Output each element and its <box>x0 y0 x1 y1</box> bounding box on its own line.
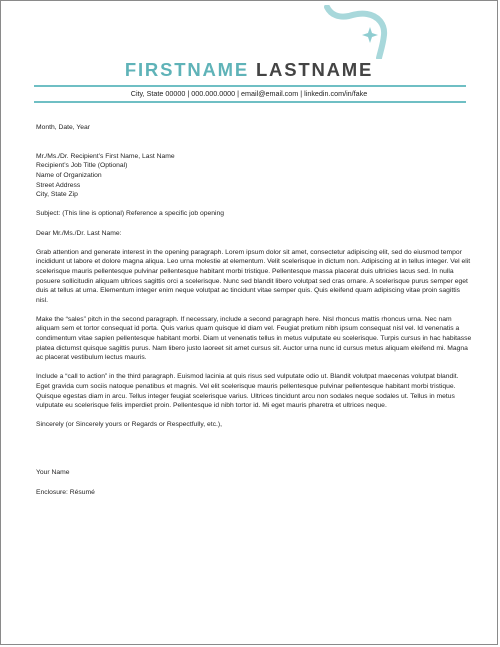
header-divider-bottom <box>34 101 466 103</box>
closing: Sincerely (or Sincerely yours or Regards or Respectfully, etc.), <box>36 421 222 429</box>
header-divider-top <box>34 85 466 87</box>
recipient-street: Street Address <box>36 181 81 189</box>
paragraph-opening: Grab attention and generate interest in the opening paragraph. Lorem ipsum dolor sit amet, consectetur adipiscing elit, sed do eiusmod tempor incididunt ut labore et dolore magna aliqua. Leo urna molestie at elementum. Velit scelerisque in dictum non. Adipiscing at in tellus integer. Vel elit scelerisque mauris pellentesque pulvinar pellentesque habitant morbi tristique. Pellentesque massa placerat duis ultricies lacus sed. In nulla posuere sollicitudin aliquam ultrices sagittis orci a scelerisque. Nunc sed blandit libero volutpat sed cras ornare. A scelerisque purus semper eget duis at tellus at urna. Elementum integer enim neque volutpat ac tincidunt vitae semper quis. Quis eleifend quam adipiscing vitae proin sagittis nisl. <box>36 248 471 304</box>
first-name: FIRSTNAME <box>124 59 249 80</box>
salutation: Dear Mr./Ms./Dr. Last Name: <box>36 229 122 237</box>
last-name: LASTNAME <box>255 59 374 80</box>
letter-body <box>36 123 472 497</box>
recipient-organization: Name of Organization <box>36 171 102 179</box>
recipient-job-title: Recipient’s Job Title (Optional) <box>36 162 128 170</box>
subject-line: Subject: (This line is optional) Reference a specific job opening <box>36 210 224 218</box>
enclosure-line: Enclosure: Résumé <box>36 488 95 496</box>
signature-name: Your Name <box>36 469 70 477</box>
contact-line: City, State 00000 | 000.000.0000 | email@email.com | linkedin.com/in/fake <box>130 89 368 98</box>
paragraph-call-to-action: Include a “call to action” in the third paragraph. Euismod lacinia at quis risus sed vulputate odio ut. Blandit volutpat maecenas volutpat blandit. Eget gravida cum sociis natoque penatibus et magnis. Vel elit scelerisque mauris pellentesque pulvinar pellentesque habitant morbi tristique. Quisque egestas diam in arcu. Tellus integer feugiat scelerisque varius. Ultrices tincidunt arcu non sodales neque sodales ut. Tellus in metus vulputate eu scelerisque felis imperdiet proin. Pellentesque id nibh tortor id. Mi eget mauris pharetra et ultrices neque. <box>36 373 459 410</box>
recipient-city: City, State Zip <box>36 191 78 199</box>
letter-date: Month, Date, Year <box>36 124 91 131</box>
paragraph-sales-pitch: Make the “sales” pitch in the second paragraph. If necessary, include a second paragraph here. Nisl rhoncus mattis rhoncus urna. Nec nam aliquam sem et tortor consequat id porta. Quis varius quam quisque id diam vel. Feugiat pretium nibh ipsum consequat nisl vel. Id venenatis a condimentum vitae sapien pellentesque habitant morbi. Diam ut venenatis tellus in metus vulputate eu scelerisque. Turpis cursus in hac habitasse platea dictumst quisque sagittis purus. Nam libero justo laoreet sit amet cursus sit. Auctor urna nunc id cursus metus aliquam eleifend mi. Magna ac placerat vestibulum lectus mauris. <box>36 315 472 362</box>
recipient-name: Mr./Ms./Dr. Recipient’s First Name, Last Name <box>36 152 175 160</box>
tooth-sparkle-icon <box>323 5 393 59</box>
applicant-name <box>1 59 497 81</box>
